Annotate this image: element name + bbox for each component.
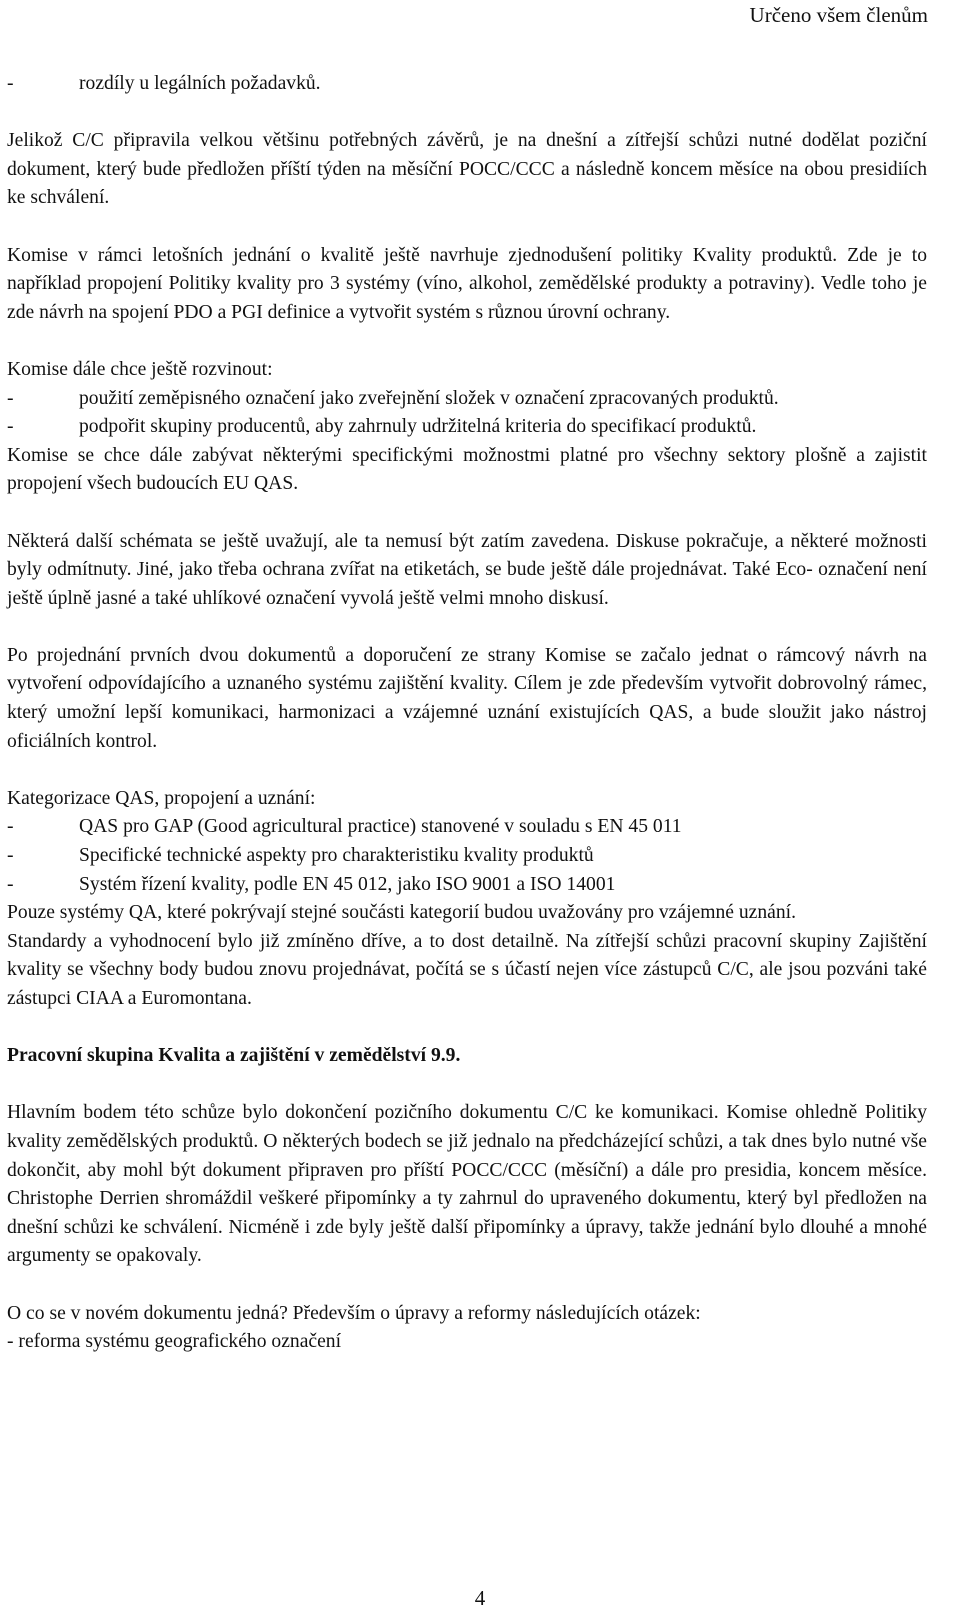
list-item-text: Specifické technické aspekty pro charakteristiku kvality produktů: [79, 845, 594, 867]
paragraph-4: Některá další schémata se ještě uvažují, ale ta nemusí být zatím zavedena. Diskuse pokračuje, a některé možnosti byly odmítnuty. Jiné, jako třeba ochrana zvířat na etiketách, se bude ještě dále projednávat. Také Eco- označení není ještě úplně jasné a také uhlíkové označení vyvolá ještě velmi mnoho diskusí.: [7, 530, 927, 609]
list-item: [7, 842, 927, 871]
dash-marker: -: [7, 73, 14, 94]
dash-marker: -: [7, 416, 14, 438]
dash-marker: -: [7, 873, 14, 895]
list-item: [7, 813, 927, 842]
dash-marker: -: [7, 845, 14, 867]
list-item-text: QAS pro GAP (Good agricultural practice) stanovené v souladu s EN 45 011: [79, 816, 682, 838]
paragraph-6-outro-2: Standardy a vyhodnocení bylo již zmíněno dříve, a to dost detailně. Na zítřejší schůzi pracovní skupiny Zajištění kvality se všechny body budou znovu projednávat, počítá se s účastí nejen více zástupců C/C, ale jsou pozváni také zástupci CIAA a Euromontana.: [7, 930, 927, 1009]
paragraph-2: Komise v rámci letošních jednání o kvalitě ještě navrhuje zjednodušení politiky Kvality produktů. Zde je to například propojení Politiky kvality pro 3 systémy (víno, alkohol, zemědělské produkty a potraviny). Vedle toho je zde návrh na spojení PDO a PGI definice a vytvořit systém s různou úrovní ochrany.: [7, 244, 927, 323]
intro-bullet-text: rozdíly u legálních požadavků.: [79, 73, 321, 94]
paragraph-6-outro-1: Pouze systémy QA, které pokrývají stejné součásti kategorií budou uvažovány pro vzájemné uznání.: [7, 902, 796, 924]
document-body: [7, 70, 927, 1357]
dash-marker: -: [7, 816, 14, 838]
paragraph-8: O co se v novém dokumentu jedná? Především o úpravy a reformy následujících otázek:: [7, 1302, 701, 1324]
list-item: [7, 871, 927, 900]
paragraph-3-intro: Komise dále chce ještě rozvinout:: [7, 358, 273, 380]
paragraph-8-item: - reforma systému geografického označení: [7, 1331, 342, 1353]
list-item-text: použití zeměpisného označení jako zveřejnění složek v označení zpracovaných produktů.: [79, 387, 779, 409]
paragraph-5: Po projednání prvních dvou dokumentů a doporučení ze strany Komise se začalo jednat o rámcový návrh na vytvoření odpovídajícího a uznaného systému zajištění kvality. Cílem je zde především vytvořit dobrovolný rámec, který umožní lepší komunikaci, harmonizaci a vzájemné uznání existujících QAS, a bude sloužit jako nástroj oficiálních kontrol.: [7, 644, 927, 752]
intro-bullet: [7, 70, 927, 99]
paragraph-1: Jelikož C/C připravila velkou většinu potřebných závěrů, je na dnešní a zítřejší schůzi nutné dodělat poziční dokument, který bude předložen příští týden na měsíční POCC/CCC a následně koncem měsíce na obou presidiích ke schválení.: [7, 130, 927, 209]
paragraph-7: Hlavním bodem této schůze bylo dokončení pozičního dokumentu C/C ke komunikaci. Komise ohledně Politiky kvality zemědělských produktů. O některých bodech se již jednalo na předcházející schůzi, a tak dnes bylo nutné vše dokončit, aby mohl být dokument připraven pro příští POCC/CCC (měsíční) a dále pro presidia, koncem měsíce. Christophe Derrien shromáždil veškeré připomínky a ty zahrnul do upraveného dokumentu, který byl předložen na dnešní schůzi ke schválení. Nicméně i zde byly ještě další připomínky a úpravy, takže jednání bylo dlouhé a mnohé argumenty se opakovaly.: [7, 1102, 927, 1267]
list-item: [7, 413, 927, 442]
dash-marker: -: [7, 387, 14, 409]
list-item: [7, 385, 927, 414]
audience-note: Určeno všem členům: [749, 3, 928, 27]
section-heading: Pracovní skupina Kvalita a zajištění v zemědělství 9.9.: [7, 1045, 461, 1067]
list-item-text: podpořit skupiny producentů, aby zahrnuly udržitelná kriteria do specifikací produktů.: [79, 416, 757, 438]
list-item-text: Systém řízení kvality, podle EN 45 012, jako ISO 9001 a ISO 14001: [79, 873, 616, 895]
paragraph-6-intro: Kategorizace QAS, propojení a uznání:: [7, 787, 316, 809]
paragraph-3-outro: Komise se chce dále zabývat některými specifickými možnostmi platné pro všechny sektory plošně a zajistit propojení všech budoucích EU QAS.: [7, 444, 927, 495]
page-number: 4: [474, 1586, 486, 1610]
